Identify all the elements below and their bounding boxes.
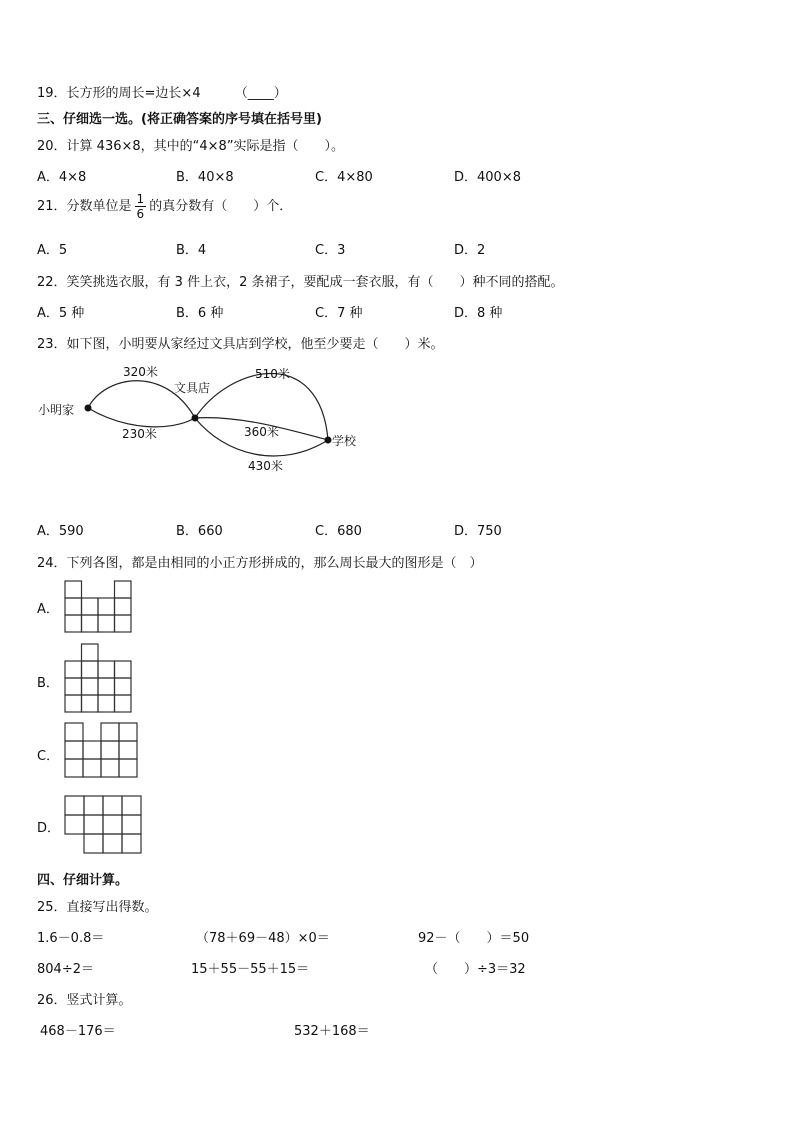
distance-360: 360米	[244, 425, 279, 439]
q22-option-d: D．8 种	[454, 306, 503, 321]
q21-numerator: 1	[136, 192, 145, 206]
q21-option-c: C．3	[315, 243, 346, 258]
q21-fraction	[135, 193, 147, 220]
q22-option-a: A．5 种	[37, 306, 85, 321]
q24-figure-b	[64, 643, 134, 713]
distance-230: 230米	[122, 427, 157, 441]
q20-option-d: D．400×8	[454, 170, 521, 185]
section3-heading: 三、仔细选一选。(将正确答案的序号填在括号里)	[37, 112, 322, 127]
q25-item-3: 92－（ ）＝50	[418, 931, 530, 946]
distance-320: 320米	[123, 365, 158, 379]
home-label: 小明家	[38, 403, 75, 417]
q21-pre: 21．分数单位是	[37, 199, 132, 214]
q21-option-b: B．4	[176, 243, 207, 258]
q21-denominator: 6	[136, 207, 145, 221]
q20-option-c: C．4×80	[315, 170, 373, 185]
q20-option-a: A．4×8	[37, 170, 87, 185]
q24-label-d: D．	[37, 821, 61, 836]
distance-430: 430米	[248, 459, 283, 473]
q24-figure-d	[64, 795, 144, 855]
q20-text: 20．计算 436×8，其中的“4×8”实际是指（ ）。	[37, 139, 345, 154]
q25-text: 25．直接写出得数。	[37, 900, 158, 915]
q25-item-1: 1.6－0.8＝	[37, 931, 105, 946]
q25-item-4: 804÷2＝	[37, 962, 94, 977]
q24-figure-c	[64, 722, 140, 778]
route-home-shop-lower	[88, 408, 195, 427]
q21-post: 的真分数有（ ）个．	[149, 199, 293, 214]
school-label: 学校	[332, 434, 357, 448]
section4-heading: 四、仔细计算。	[37, 873, 129, 888]
shop-label: 文具店	[174, 381, 211, 395]
shop-point	[192, 415, 199, 422]
q20-option-b: B．40×8	[176, 170, 234, 185]
q23-text: 23．如下图，小明要从家经过文具店到学校，他至少要走（ ）米。	[37, 337, 444, 352]
q21-line	[37, 193, 292, 220]
q19-text: 19．长方形的周长=边长×4	[37, 86, 201, 101]
q23-option-a: A．590	[37, 524, 84, 539]
q19-answer-paren: （____）	[234, 86, 287, 101]
q24-label-b: B．	[37, 676, 59, 691]
q23-option-d: D．750	[454, 524, 502, 539]
q26-item-2: 532＋168＝	[294, 1024, 370, 1039]
q23-option-c: C．680	[315, 524, 362, 539]
q25-item-6: （ ）÷3＝32	[425, 962, 526, 977]
q24-text: 24．下列各图，都是由相同的小正方形拼成的，那么周长最大的图形是（ ）	[37, 556, 483, 571]
q24-label-a: A．	[37, 602, 59, 617]
q25-item-5: 15＋55－55＋15＝	[191, 962, 310, 977]
q24-label-c: C．	[37, 749, 60, 764]
q24-figure-a	[64, 580, 134, 634]
q25-item-2: （78＋69－48）×0＝	[196, 931, 330, 946]
distance-510: 510米	[255, 367, 290, 381]
school-point	[325, 437, 332, 444]
home-point	[85, 405, 92, 412]
route-map-figure	[30, 360, 370, 475]
q22-option-b: B．6 种	[176, 306, 224, 321]
q21-option-a: A．5	[37, 243, 68, 258]
q22-option-c: C．7 种	[315, 306, 363, 321]
q22-text: 22．笑笑挑选衣服，有 3 件上衣，2 条裙子，要配成一套衣服，有（ ）种不同的搭配。	[37, 275, 564, 290]
q26-text: 26．竖式计算。	[37, 993, 132, 1008]
q26-item-1: 468－176＝	[40, 1024, 116, 1039]
q23-option-b: B．660	[176, 524, 223, 539]
q21-option-d: D．2	[454, 243, 486, 258]
q19-line	[37, 82, 287, 101]
